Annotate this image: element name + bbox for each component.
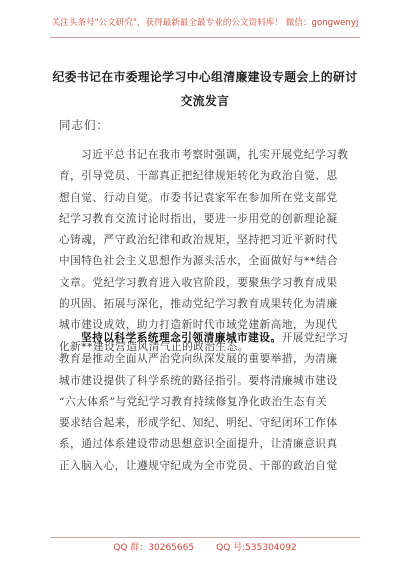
paragraph-line: 的巩固、拓展与深化，推动党纪学习教育成果转化为清廉 — [59, 298, 338, 311]
paragraph-line: 纪学习教育交流讨论时指出，要进一步用党的创新理论凝 — [59, 212, 338, 225]
paragraph-line: 城市建设提供了科学系统的路径指引。要将清廉城市建设 — [59, 374, 338, 387]
qq-group-number: QQ 群：30265665 — [113, 543, 195, 553]
footer-contact — [50, 540, 360, 553]
document-title-continued: 交流发言 — [180, 94, 230, 108]
paragraph-line: 要求结合起来，形成学纪、知纪、明纪、守纪闭环工作体 — [59, 417, 338, 430]
paragraph-1 — [59, 145, 359, 358]
paragraph-line: 习近平总书记在我市考察时强调，扎实开展党纪学习教 — [81, 149, 349, 161]
paragraph-line: 心铸魂，严守政治纪律和政治规矩，坚持把习近平新时代 — [59, 234, 338, 247]
paragraph-2 — [59, 328, 359, 477]
paragraph-line: 正入脑入心，让遵规守纪成为全市党员、干部的政治自觉 — [59, 459, 338, 472]
header-banner: 关注头条号"公文研究"，获得最新最全最专业的公文资料库！ 微信：gongwenyj — [51, 18, 359, 28]
section-heading: 坚持以科学系统理念引领清廉城市建设。 — [81, 332, 282, 344]
paragraph-line: 文章。党纪学习教育进入收官阶段，要聚焦学习教育成果 — [59, 276, 338, 289]
paragraph-line: “六大体系”与党纪学习教育持续修复净化政治生态有关 — [59, 395, 328, 408]
footer-divider — [50, 537, 360, 538]
paragraph-line — [59, 328, 359, 349]
paragraph-line: 教育是推动全面从严治党向纵深发展的重要举措，为清廉 — [59, 353, 338, 366]
salutation: 同志们： — [59, 118, 109, 132]
document-title: 纪委书记在市委理论学习中心组清廉建设专题会上的研讨 — [52, 70, 358, 84]
paragraph-line: 系，通过体系建设带动思想意识全面提升，让清廉意识真 — [59, 438, 338, 451]
qq-number: QQ 号:535304092 — [216, 543, 297, 553]
paragraph-line: 育，引导党员、干部真正把纪律规矩转化为政治自觉、思 — [59, 170, 338, 183]
paragraph-line: 想自觉、行动自觉。市委书记袁家军在参加所在党支部党 — [59, 191, 338, 204]
paragraph-line: 化新**建设营造风清气正的政治生态。 — [59, 340, 249, 353]
paragraph-line: 中国特色社会主义思想作为源头活水，全面做好与**结合 — [59, 255, 339, 268]
header-divider — [50, 37, 360, 38]
paragraph-text: 开展党纪学习 — [281, 332, 349, 344]
paragraph-line: 城市建设成效，助力打造新时代市域党建新高地，为现代 — [59, 319, 338, 332]
